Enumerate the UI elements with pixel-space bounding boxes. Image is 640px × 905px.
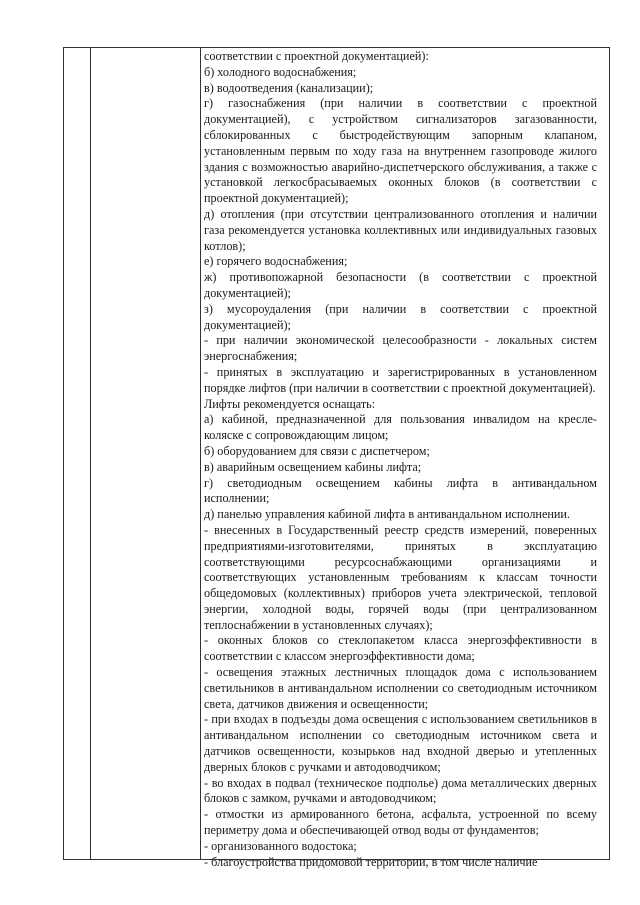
paragraph: з) мусороудаления (при наличии в соответствии с проектной документацией); <box>204 301 597 332</box>
paragraph: - во входах в подвал (техническое подполье) дома металлических дверных блоков с замком, ручками и автодоводчиком; <box>204 775 597 806</box>
paragraph: - оконных блоков со стеклопакетом класса энергоэффективности в соответствии с классом энергоэффективности дома; <box>204 633 597 664</box>
paragraph: а) кабиной, предназначенной для пользования инвалидом на кресле-коляске с сопровождающим лицом; <box>204 412 597 443</box>
paragraph: б) холодного водоснабжения; <box>204 64 357 79</box>
paragraph: - при наличии экономической целесообразности - локальных систем энергоснабжения; <box>204 333 597 364</box>
paragraph: в) аварийным освещением кабины лифта; <box>204 459 422 474</box>
paragraph: г) газоснабжения (при наличии в соответствии с проектной документацией), с устройством сигнализаторов загазованности, сблокированных с быстродействующим запорным клапаном, установленным первым по ходу газа на внутреннем газопроводе жилого здания с возможностью аварийно-диспетчерского обслуживания, а также с установкой легкосбрасываемых оконных блоков (в соответствии с проектной документацией); <box>204 96 597 206</box>
paragraph: б) оборудованием для связи с диспетчером; <box>204 443 430 458</box>
table-column-divider-1 <box>90 47 91 860</box>
paragraph: г) светодиодным освещением кабины лифта в антивандальном исполнении; <box>204 475 597 506</box>
paragraph: соответствии с проектной документацией): <box>204 49 429 63</box>
paragraph: - внесенных в Государственный реестр средств измерений, поверенных предприятиями-изготовителями, принятых в эксплуатацию соответствующими ресурсоснабжающими организациями и соответствующих установленным требованиям к классам точности общедомовых (коллективных) приборов учета электрической, тепловой энергии, холодной воды, горячей воды (при централизованном теплоснабжении в установленных случаях); <box>204 522 597 632</box>
table-column-divider-2 <box>200 47 201 860</box>
paragraph: - принятых в эксплуатацию и зарегистрированных в установленном порядке лифтов (при наличии в соответствии с проектной документацией). <box>204 364 597 395</box>
paragraph: - освещения этажных лестничных площадок дома с использованием светильников в антивандальном исполнении со светодиодным источником света, датчиков движения и освещенности; <box>204 665 597 711</box>
paragraph: Лифты рекомендуется оснащать: <box>204 396 376 411</box>
table-right-border <box>609 47 610 860</box>
table-top-border <box>63 47 610 48</box>
paragraph: е) горячего водоснабжения; <box>204 254 348 269</box>
paragraph: д) панелью управления кабиной лифта в антивандальном исполнении. <box>204 507 570 522</box>
paragraph: - благоустройства придомовой территории, в том числе наличие <box>204 854 538 869</box>
paragraph: в) водоотведения (канализации); <box>204 80 374 95</box>
paragraph: - при входах в подъезды дома освещения с использованием светильников в антивандальном исполнении со светодиодным источником света и датчиков освещенности, козырьков над входной дверью и утепленных дверных блоков с ручками и автодоводчиком; <box>204 712 597 774</box>
table-left-border <box>63 47 64 860</box>
paragraph: ж) противопожарной безопасности (в соответствии с проектной документацией); <box>204 270 597 300</box>
paragraph: д) отопления (при отсутствии централизованного отопления и наличии газа рекомендуется установка коллективных или индивидуальных газовых котлов); <box>204 206 597 253</box>
paragraph: - организованного водостока; <box>204 838 357 853</box>
requirements-text-cell <box>204 49 597 870</box>
paragraph: - отмостки из армированного бетона, асфальта, устроенной по всему периметру дома и обеспечивающей отвод воды от фундаментов; <box>204 807 597 838</box>
